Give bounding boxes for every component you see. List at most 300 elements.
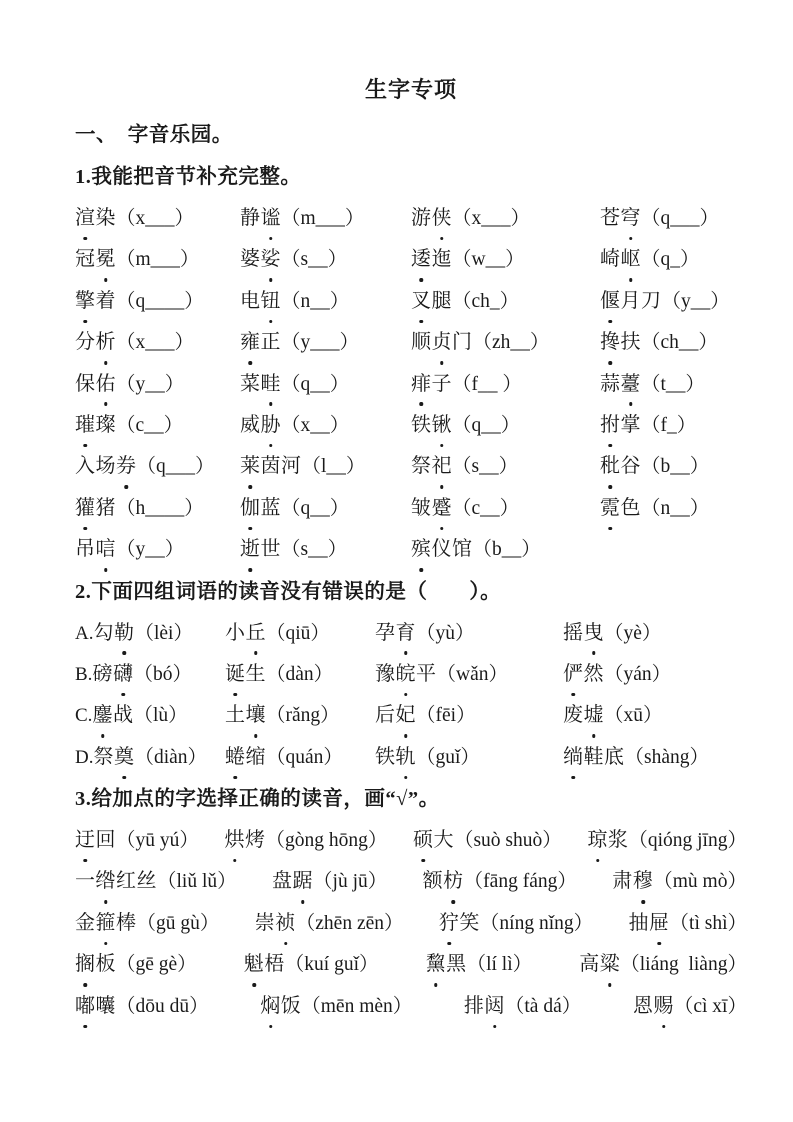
dotted-char: 魁 xyxy=(244,944,265,985)
char: 世 xyxy=(260,538,281,561)
char: 摇 xyxy=(563,621,584,644)
word-text xyxy=(464,995,505,1017)
char: 土 xyxy=(225,704,246,727)
dotted-char: 祯 xyxy=(275,903,296,944)
word-text xyxy=(563,663,604,685)
word-item xyxy=(255,903,404,944)
word-text xyxy=(579,953,620,975)
word-item xyxy=(225,613,375,654)
dotted-char: 胁 xyxy=(261,405,282,446)
pinyin-blank: （h____） xyxy=(116,497,204,519)
word-row xyxy=(75,695,747,736)
pinyin-blank: （c__） xyxy=(116,414,184,436)
word-text xyxy=(563,746,625,768)
pinyin-blank: （s__） xyxy=(452,456,519,478)
word-row xyxy=(75,903,747,944)
dotted-char: 獾 xyxy=(75,488,96,529)
pinyin-blank: （tà dá） xyxy=(504,995,582,1017)
char: 苍 xyxy=(600,207,621,229)
word-text xyxy=(411,538,473,560)
pinyin-blank: （m___） xyxy=(281,208,365,229)
char: 顺 xyxy=(411,331,432,354)
pinyin-blank: （suò shuò） xyxy=(453,830,562,852)
char: 笑 xyxy=(459,911,480,934)
dotted-char: 穹 xyxy=(621,198,642,239)
word-text xyxy=(375,746,416,768)
pinyin-blank: （shàng） xyxy=(624,746,709,768)
pinyin-blank: （yè） xyxy=(604,622,662,644)
char: 谷 xyxy=(620,455,641,478)
option-letter: A. xyxy=(75,622,94,644)
word-text xyxy=(75,497,116,519)
word-text xyxy=(93,622,134,644)
pinyin-blank: （q__） xyxy=(281,497,350,519)
word-item xyxy=(375,654,563,695)
word-item xyxy=(240,364,411,405)
dotted-char: 薹 xyxy=(621,364,642,405)
word-row xyxy=(75,654,747,695)
pinyin-blank: （wǎn） xyxy=(436,663,508,685)
char: 分 xyxy=(75,331,96,354)
pinyin-blank: （n__） xyxy=(281,290,350,312)
pinyin-blank: （q____） xyxy=(116,290,204,312)
char: 门 xyxy=(452,331,473,354)
option-letter: D. xyxy=(75,746,94,768)
section1-heading: 一、 字音乐园。 xyxy=(75,124,233,146)
word-item xyxy=(75,986,209,1027)
word-item xyxy=(75,737,225,778)
word-item xyxy=(260,986,412,1027)
word-item xyxy=(423,861,577,902)
q1-heading: 1.我能把音节补充完整。 xyxy=(75,166,302,188)
word-text xyxy=(600,455,641,477)
word-item xyxy=(244,944,379,985)
word-item xyxy=(600,405,747,446)
dotted-char: 搀 xyxy=(600,322,621,363)
pinyin-blank: （yán） xyxy=(604,663,672,685)
char: 浆 xyxy=(607,829,629,852)
dotted-char: 霓 xyxy=(600,488,621,529)
dotted-char: 闼 xyxy=(484,986,505,1027)
pinyin-blank: （q___） xyxy=(136,456,215,478)
word-item xyxy=(75,488,240,529)
dotted-char: 狞 xyxy=(439,903,460,944)
word-item xyxy=(375,695,563,736)
word-item xyxy=(240,239,411,280)
dotted-char: 殡 xyxy=(411,529,432,570)
word-item xyxy=(75,198,240,239)
pinyin-blank: （guǐ） xyxy=(416,746,480,768)
pinyin-blank: （x__） xyxy=(281,414,350,436)
word-text xyxy=(93,746,134,768)
word-item xyxy=(579,944,747,985)
dotted-char: 硕 xyxy=(413,820,434,861)
word-text xyxy=(75,414,116,436)
word-item xyxy=(75,446,240,487)
option-letter: B. xyxy=(75,663,93,685)
word-item xyxy=(272,861,387,902)
pinyin-blank: （qiū） xyxy=(266,622,330,644)
dotted-char: 绺 xyxy=(96,861,117,902)
word-text xyxy=(375,704,416,726)
word-item xyxy=(225,654,375,695)
dotted-char: 逝 xyxy=(240,529,261,570)
char: 废 xyxy=(563,704,584,727)
q1-word-rows xyxy=(75,198,747,571)
pinyin-blank: （diàn） xyxy=(134,746,208,768)
word-text xyxy=(75,953,116,975)
dotted-char: 踞 xyxy=(293,861,314,902)
word-item xyxy=(411,198,600,239)
word-row xyxy=(75,405,747,446)
word-item xyxy=(75,613,225,654)
pinyin-blank: （jù jū） xyxy=(313,871,388,893)
word-text xyxy=(92,704,133,726)
pinyin-blank: （n__） xyxy=(641,497,710,519)
pinyin-blank: （q___） xyxy=(641,208,720,229)
pinyin-blank: （x___） xyxy=(452,208,531,229)
char: 掌 xyxy=(620,413,641,436)
char: 月 xyxy=(620,289,641,312)
word-text xyxy=(225,622,266,644)
word-text xyxy=(75,331,116,353)
char: 仪 xyxy=(431,538,452,561)
char: 皱 xyxy=(411,496,432,519)
word-item xyxy=(375,613,563,654)
char: 黑 xyxy=(446,953,467,976)
word-text xyxy=(612,870,653,892)
dotted-char: 嘟 xyxy=(75,986,96,1027)
dotted-char: 焖 xyxy=(260,986,281,1027)
word-item xyxy=(75,944,197,985)
pinyin-blank: （w__） xyxy=(452,249,525,271)
word-text xyxy=(255,912,296,934)
word-item xyxy=(240,405,411,446)
char: 猪 xyxy=(95,496,116,519)
word-row xyxy=(75,861,747,902)
char: 金 xyxy=(75,911,96,934)
word-text xyxy=(240,373,281,395)
dotted-char: 皖 xyxy=(396,654,417,695)
word-item xyxy=(411,488,600,529)
word-row xyxy=(75,488,747,529)
word-item xyxy=(75,239,240,280)
char: 红 xyxy=(116,870,137,893)
char: 额 xyxy=(422,870,444,893)
word-item xyxy=(411,529,600,570)
char: 崇 xyxy=(254,911,276,934)
char: 战 xyxy=(112,704,134,727)
word-item xyxy=(75,654,225,695)
word-text xyxy=(92,663,133,685)
pinyin-blank: （y__） xyxy=(116,373,185,395)
word-text xyxy=(240,248,281,270)
char: 铁 xyxy=(375,745,396,768)
word-item xyxy=(224,820,387,861)
dotted-char: 箍 xyxy=(96,903,117,944)
word-item xyxy=(75,861,237,902)
dotted-char: 枋 xyxy=(443,861,464,902)
word-text xyxy=(411,497,452,519)
pinyin-blank: （bó） xyxy=(133,663,192,685)
char: 丝 xyxy=(136,870,157,893)
dotted-char: 诞 xyxy=(225,654,246,695)
word-text xyxy=(225,746,266,768)
word-text xyxy=(75,207,116,229)
word-item xyxy=(629,903,747,944)
char: 盘 xyxy=(272,870,293,893)
word-item xyxy=(600,322,747,363)
word-item xyxy=(563,613,747,654)
pinyin-blank: （s__） xyxy=(281,249,348,271)
word-text xyxy=(224,829,265,851)
word-text xyxy=(240,414,281,436)
word-text xyxy=(600,290,662,312)
char: 着 xyxy=(95,289,116,312)
pinyin-blank: （dàn） xyxy=(266,663,334,685)
dotted-char: 逶 xyxy=(411,239,432,280)
char: 菜 xyxy=(240,372,261,395)
char: 吊 xyxy=(75,538,96,561)
word-item xyxy=(225,737,375,778)
pinyin-blank: （gē gè） xyxy=(116,954,197,976)
pinyin-blank: （mù mò） xyxy=(653,871,747,893)
word-text xyxy=(240,290,281,312)
word-text xyxy=(411,455,452,477)
word-item xyxy=(240,446,411,487)
dotted-char: 锹 xyxy=(432,405,453,446)
word-item xyxy=(600,364,747,405)
char: 底 xyxy=(604,745,625,768)
word-text xyxy=(633,995,674,1017)
dotted-char: 痱 xyxy=(411,364,432,405)
pinyin-blank: （ch_） xyxy=(452,290,520,312)
pinyin-blank: （ch__） xyxy=(641,332,718,354)
char: 回 xyxy=(95,829,116,852)
word-text xyxy=(600,497,641,519)
dotted-char: 鏖 xyxy=(92,695,113,736)
q3-heading: 3.给加点的字选择正确的读音，画“√”。 xyxy=(75,788,440,811)
word-text xyxy=(600,248,641,270)
pinyin-blank: （gū gù） xyxy=(136,912,220,934)
word-item xyxy=(225,695,375,736)
word-text xyxy=(411,207,452,229)
char: 静 xyxy=(240,207,261,229)
dotted-char: 绱 xyxy=(563,737,584,778)
word-item xyxy=(411,281,600,322)
char: 然 xyxy=(583,662,604,685)
char: 孕 xyxy=(375,621,396,644)
word-item xyxy=(612,861,747,902)
dotted-char: 蜷 xyxy=(225,737,246,778)
pinyin-blank: （q__） xyxy=(452,414,521,436)
word-text xyxy=(411,248,452,270)
char: 板 xyxy=(95,953,116,976)
char: 后 xyxy=(375,704,396,727)
word-item xyxy=(375,737,563,778)
pinyin-blank: （yū yú） xyxy=(116,830,199,852)
word-text xyxy=(375,663,437,685)
char: 大 xyxy=(433,829,454,852)
word-row xyxy=(75,529,747,570)
pinyin-blank: （x___） xyxy=(116,208,195,229)
word-row xyxy=(75,446,747,487)
char: 子 xyxy=(431,372,452,395)
dotted-char: 钮 xyxy=(261,281,282,322)
pinyin-blank: （kuí guǐ） xyxy=(284,954,379,976)
dotted-char: 屉 xyxy=(649,903,670,944)
word-text xyxy=(629,912,670,934)
char: 色 xyxy=(620,496,641,519)
word-item xyxy=(587,820,747,861)
char: 茵 xyxy=(260,455,281,478)
char: 平 xyxy=(416,662,437,685)
word-item xyxy=(240,281,411,322)
pinyin-blank: （y__） xyxy=(661,290,730,312)
pinyin-blank: （tì shì） xyxy=(669,912,747,934)
word-item xyxy=(75,405,240,446)
char: 璨 xyxy=(95,413,116,436)
word-text xyxy=(244,953,285,975)
word-text xyxy=(600,207,641,229)
char: 游 xyxy=(411,207,432,229)
pinyin-blank: （x___） xyxy=(116,332,195,354)
word-item xyxy=(600,239,747,280)
char: 迤 xyxy=(431,248,452,271)
word-text xyxy=(75,829,116,851)
word-text xyxy=(411,373,452,395)
char: 排 xyxy=(463,994,485,1017)
q3-word-rows xyxy=(75,820,747,1027)
char: 磅 xyxy=(92,662,113,685)
char: 棒 xyxy=(116,911,137,934)
dotted-char: 赐 xyxy=(653,986,674,1027)
char: 电 xyxy=(240,289,261,312)
word-item xyxy=(563,737,747,778)
char: 小 xyxy=(225,621,246,644)
dotted-char: 奠 xyxy=(114,737,135,778)
dotted-char: 粱 xyxy=(600,944,621,985)
word-row xyxy=(75,986,747,1027)
word-text xyxy=(240,497,281,519)
char: 河 xyxy=(281,455,302,478)
dotted-char: 搁 xyxy=(75,944,96,985)
pinyin-blank: （t__） xyxy=(641,373,705,395)
char: 祭 xyxy=(93,745,114,768)
word-text xyxy=(272,870,313,892)
word-item xyxy=(411,405,600,446)
word-row xyxy=(75,364,747,405)
pinyin-blank: （f__ ） xyxy=(452,373,522,395)
word-text xyxy=(413,829,454,851)
word-row xyxy=(75,198,747,239)
char: 入 xyxy=(75,455,96,478)
word-item xyxy=(563,695,747,736)
word-text xyxy=(375,622,416,644)
word-text xyxy=(600,373,641,395)
char: 梧 xyxy=(264,953,285,976)
doc-title: 生字专项 xyxy=(364,77,457,102)
pinyin-blank: （s__） xyxy=(281,539,348,561)
dotted-char: 壤 xyxy=(246,695,267,736)
word-item xyxy=(439,903,593,944)
char: 祭 xyxy=(411,455,432,478)
pinyin-blank: （b__） xyxy=(641,456,710,478)
dotted-char: 侠 xyxy=(432,198,453,239)
dotted-char: 渲 xyxy=(75,198,96,239)
word-item xyxy=(464,986,581,1027)
word-text xyxy=(600,414,641,436)
dotted-char: 祀 xyxy=(432,446,453,487)
word-item xyxy=(75,695,225,736)
word-text xyxy=(75,995,116,1017)
char: 扶 xyxy=(620,331,641,354)
dotted-char: 娑 xyxy=(261,239,282,280)
word-text xyxy=(563,704,604,726)
char: 馆 xyxy=(452,538,473,561)
pinyin-blank: （liǔ lǔ） xyxy=(157,871,237,893)
dotted-char: 畦 xyxy=(261,364,282,405)
pinyin-blank: （fēi） xyxy=(416,705,476,727)
char: 腿 xyxy=(431,289,452,312)
word-row xyxy=(75,322,747,363)
dotted-char: 伽 xyxy=(240,488,261,529)
word-item xyxy=(426,944,533,985)
word-text xyxy=(563,622,604,644)
word-text xyxy=(240,331,281,353)
dotted-char: 蹙 xyxy=(432,488,453,529)
char: 刀 xyxy=(641,289,662,312)
word-text xyxy=(75,290,116,312)
word-text xyxy=(439,912,480,934)
dotted-char: 穆 xyxy=(633,861,654,902)
char: 染 xyxy=(95,207,116,229)
word-row xyxy=(75,737,747,778)
char: 豫 xyxy=(375,662,396,685)
pinyin-blank: （b__） xyxy=(472,539,541,561)
char: 烤 xyxy=(244,829,266,852)
dotted-char: 烘 xyxy=(224,820,245,861)
word-text xyxy=(240,455,302,477)
word-item xyxy=(411,446,600,487)
char: 铁 xyxy=(411,413,432,436)
word-row xyxy=(75,613,747,654)
pinyin-blank: （m___） xyxy=(116,249,200,271)
word-text xyxy=(75,373,116,395)
pinyin-blank: （y___） xyxy=(281,332,360,354)
pinyin-blank: （f_） xyxy=(641,414,697,436)
char: 生 xyxy=(245,662,266,685)
dotted-char: 墟 xyxy=(584,695,605,736)
pinyin-blank: （mēn mèn） xyxy=(301,995,413,1017)
dotted-char: 礴 xyxy=(113,654,134,695)
word-text xyxy=(426,953,467,975)
word-item xyxy=(240,198,411,239)
word-text xyxy=(225,704,266,726)
dotted-char: 育 xyxy=(396,613,417,654)
word-item xyxy=(600,198,747,239)
dotted-char: 擎 xyxy=(75,281,96,322)
word-text xyxy=(75,248,116,270)
pinyin-blank: （y__） xyxy=(116,539,185,561)
char: 正 xyxy=(260,331,281,354)
dotted-char: 析 xyxy=(96,322,117,363)
word-item xyxy=(240,488,411,529)
word-item xyxy=(563,654,747,695)
word-text xyxy=(587,829,628,851)
pinyin-blank: （zh__） xyxy=(472,332,550,354)
word-item xyxy=(600,281,747,322)
